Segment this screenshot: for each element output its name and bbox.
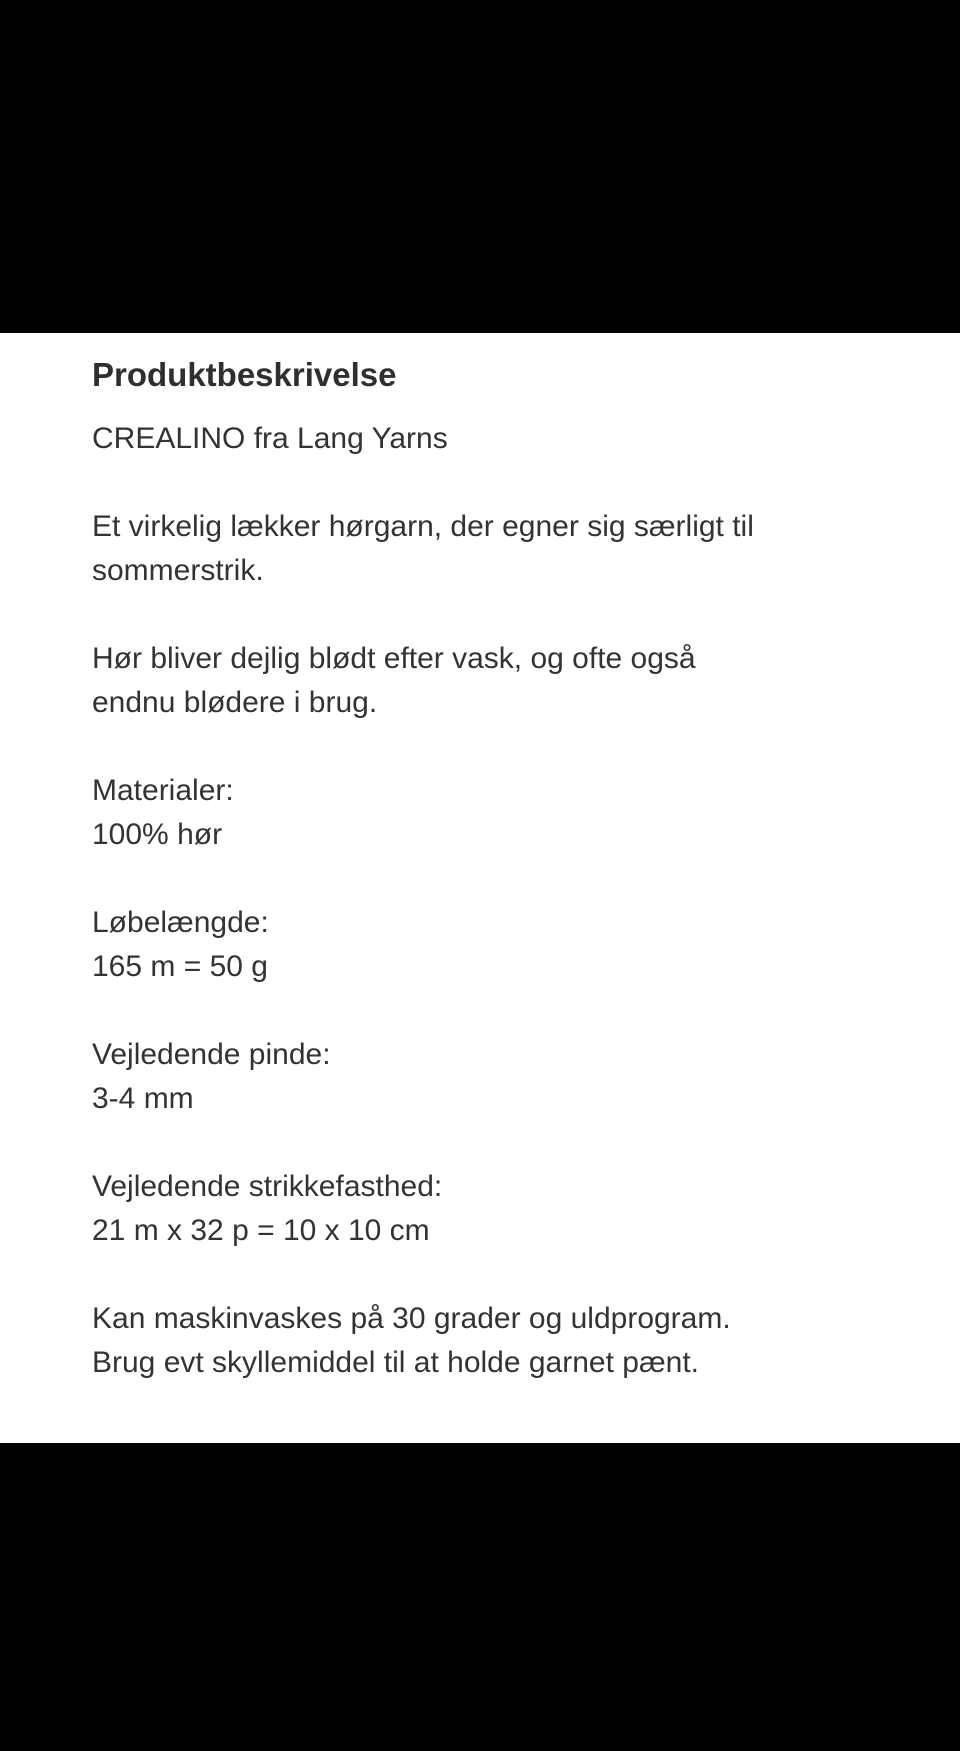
care-line-1: Kan maskinvaskes på 30 grader og uldprogram. xyxy=(92,1302,731,1335)
intro-line-1: Et virkelig lækker hørgarn, der egner sig særligt til xyxy=(92,510,754,543)
top-black-bar xyxy=(0,0,960,333)
product-description-panel xyxy=(0,333,960,1443)
needles-value: 3-4 mm xyxy=(92,1082,194,1115)
gauge-label: Vejledende strikkefasthed: xyxy=(92,1170,443,1203)
material-value: 100% hør xyxy=(92,818,223,851)
section-title: Produktbeskrivelse xyxy=(92,356,397,393)
softness-line-2: endnu blødere i brug. xyxy=(92,686,378,719)
length-value: 165 m = 50 g xyxy=(92,950,268,983)
needles-label: Vejledende pinde: xyxy=(92,1038,331,1071)
length-label: Løbelængde: xyxy=(92,906,269,939)
material-label: Materialer: xyxy=(92,774,234,807)
care-line-2: Brug evt skyllemiddel til at holde garnet pænt. xyxy=(92,1346,699,1379)
softness-line-1: Hør bliver dejlig blødt efter vask, og ofte også xyxy=(92,642,696,675)
intro-line-2: sommerstrik. xyxy=(92,554,264,587)
bottom-black-bar xyxy=(0,1443,960,1751)
gauge-value: 21 m x 32 p = 10 x 10 cm xyxy=(92,1214,430,1247)
product-line: CREALINO fra Lang Yarns xyxy=(92,422,448,455)
